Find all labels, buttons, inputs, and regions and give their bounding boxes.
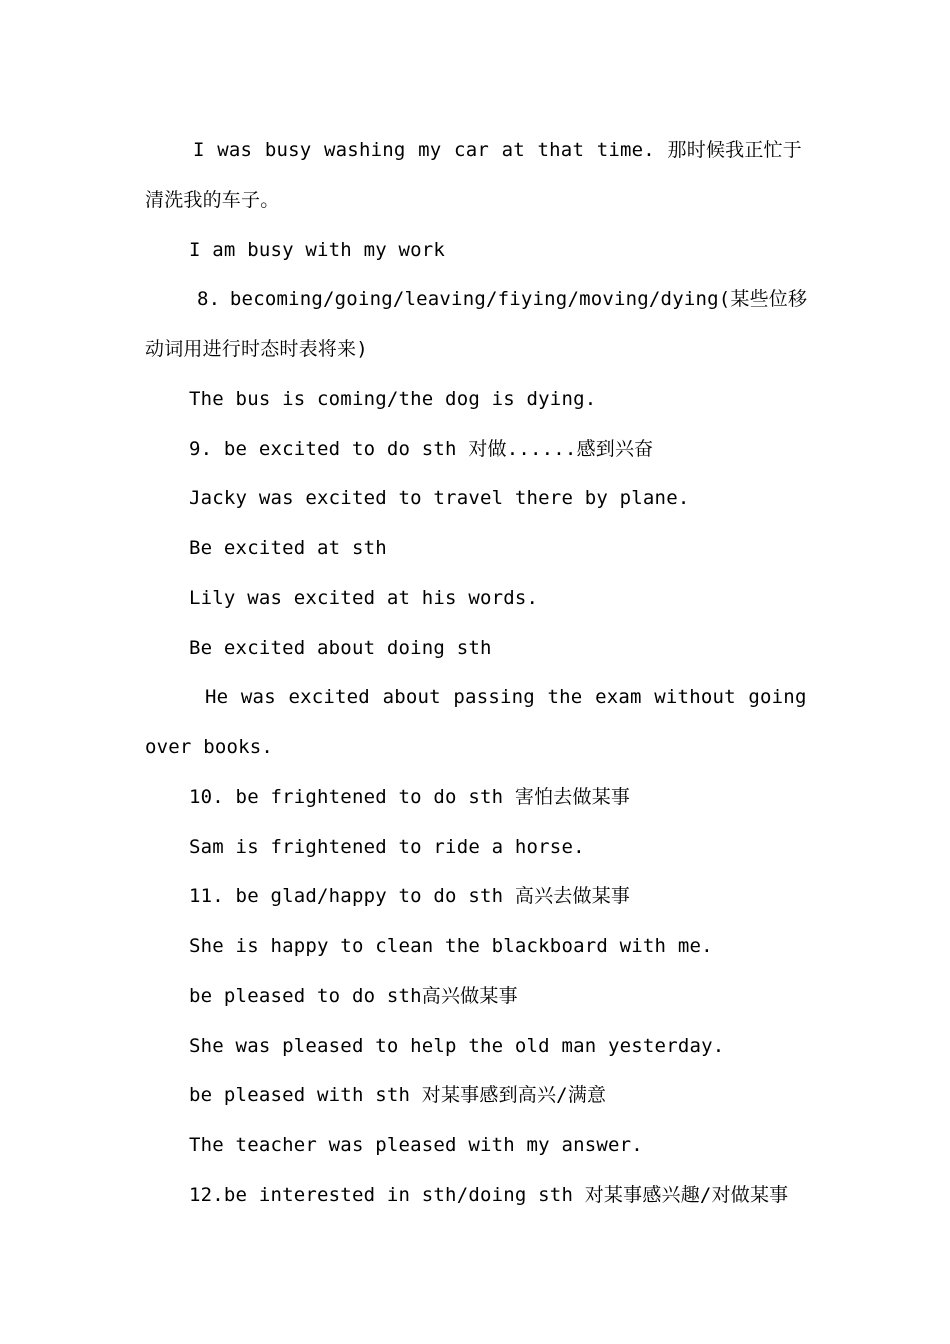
text-line: over books. [145,736,274,758]
text-line: be pleased with sth 对某事感到高兴/满意 [189,1084,607,1107]
text-line: 12.be interested in sth/doing sth 对某事感兴趣/对做某事 [189,1183,789,1206]
text-line: 9. be excited to do sth 对做......感到兴奋 [189,437,654,460]
text-line: 动词用进行时态时表将来) [145,338,368,360]
text-line: Be excited at sth [189,537,387,559]
text-line: I was busy washing my car at that time. 那时候我正忙于 [193,139,802,161]
text-line: Sam is frightened to ride a horse. [189,835,585,858]
text-line: The bus is coming/the dog is dying. [189,387,597,410]
text-line: She is happy to clean the blackboard with me. [189,935,713,957]
text-line: Be excited about doing sth [189,636,492,659]
document-body [145,126,807,1221]
text-line: I am busy with my work [189,238,446,261]
text-line: Lily was excited at his words. [189,586,539,609]
text-line: 11. be glad/happy to do sth 高兴去做某事 [189,885,631,908]
text-line: 8. becoming/going/leaving/fiying/moving/dying(某些位移 [197,288,807,311]
text-line: 清洗我的车子。 [145,188,280,211]
text-line: be pleased to do sth高兴做某事 [189,984,518,1007]
text-line: 10. be frightened to do sth 害怕去做某事 [189,785,631,808]
text-line: Jacky was excited to travel there by plane. [189,487,690,510]
text-line: She was pleased to help the old man yesterday. [189,1034,725,1057]
text-line: The teacher was pleased with my answer. [189,1134,643,1156]
text-line: He was excited about passing the exam without going [205,686,807,709]
